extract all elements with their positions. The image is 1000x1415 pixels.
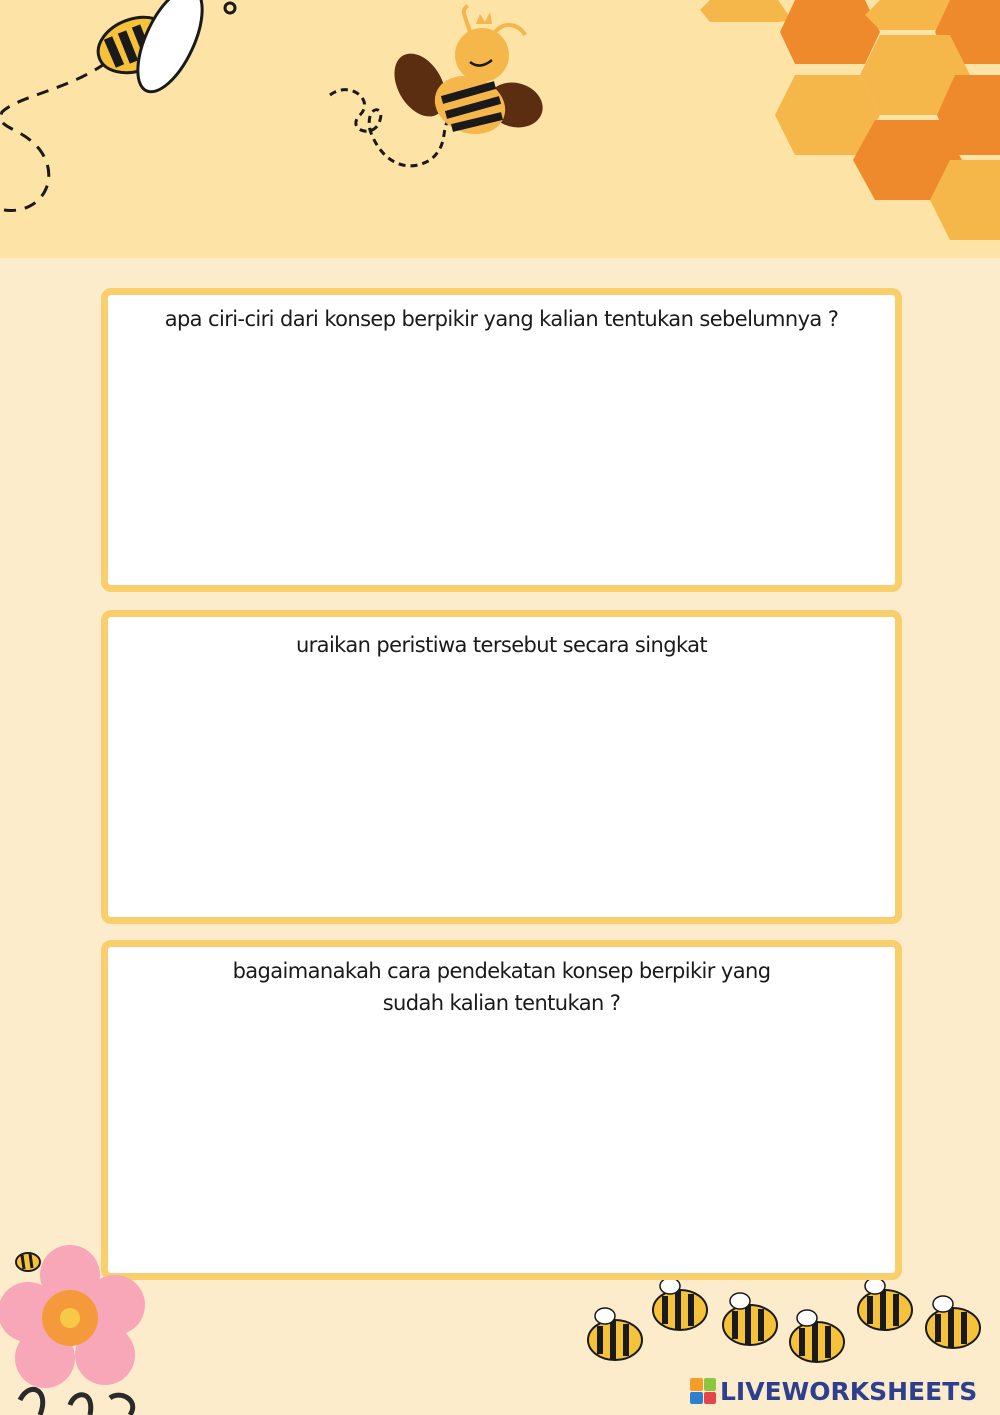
- bee-swarm-icon: [580, 1280, 990, 1375]
- answer-box-3[interactable]: [101, 940, 902, 1280]
- liveworksheets-watermark: [690, 1374, 977, 1408]
- watermark-text: LIVEWORKSHEETS: [720, 1376, 978, 1406]
- queen-bee-icon: [320, 0, 550, 180]
- question-2-label: uraikan peristiwa tersebut secara singkat: [295, 633, 708, 657]
- liveworksheets-logo-icon: [690, 1378, 716, 1404]
- bee-icon: [0, 0, 250, 220]
- answer-box-2[interactable]: [101, 610, 902, 924]
- honeycomb-icon: [700, 0, 1000, 250]
- answer-box-1[interactable]: [101, 288, 902, 592]
- question-1-label: apa ciri-ciri dari konsep berpikir yang kalian tentukan sebelumnya ?: [164, 307, 839, 331]
- question-3-label-line2: sudah kalian tentukan ?: [382, 991, 621, 1015]
- flower-icon: [0, 1240, 160, 1415]
- question-3-label-line1: bagaimanakah cara pendekatan konsep berpikir yang: [232, 959, 771, 983]
